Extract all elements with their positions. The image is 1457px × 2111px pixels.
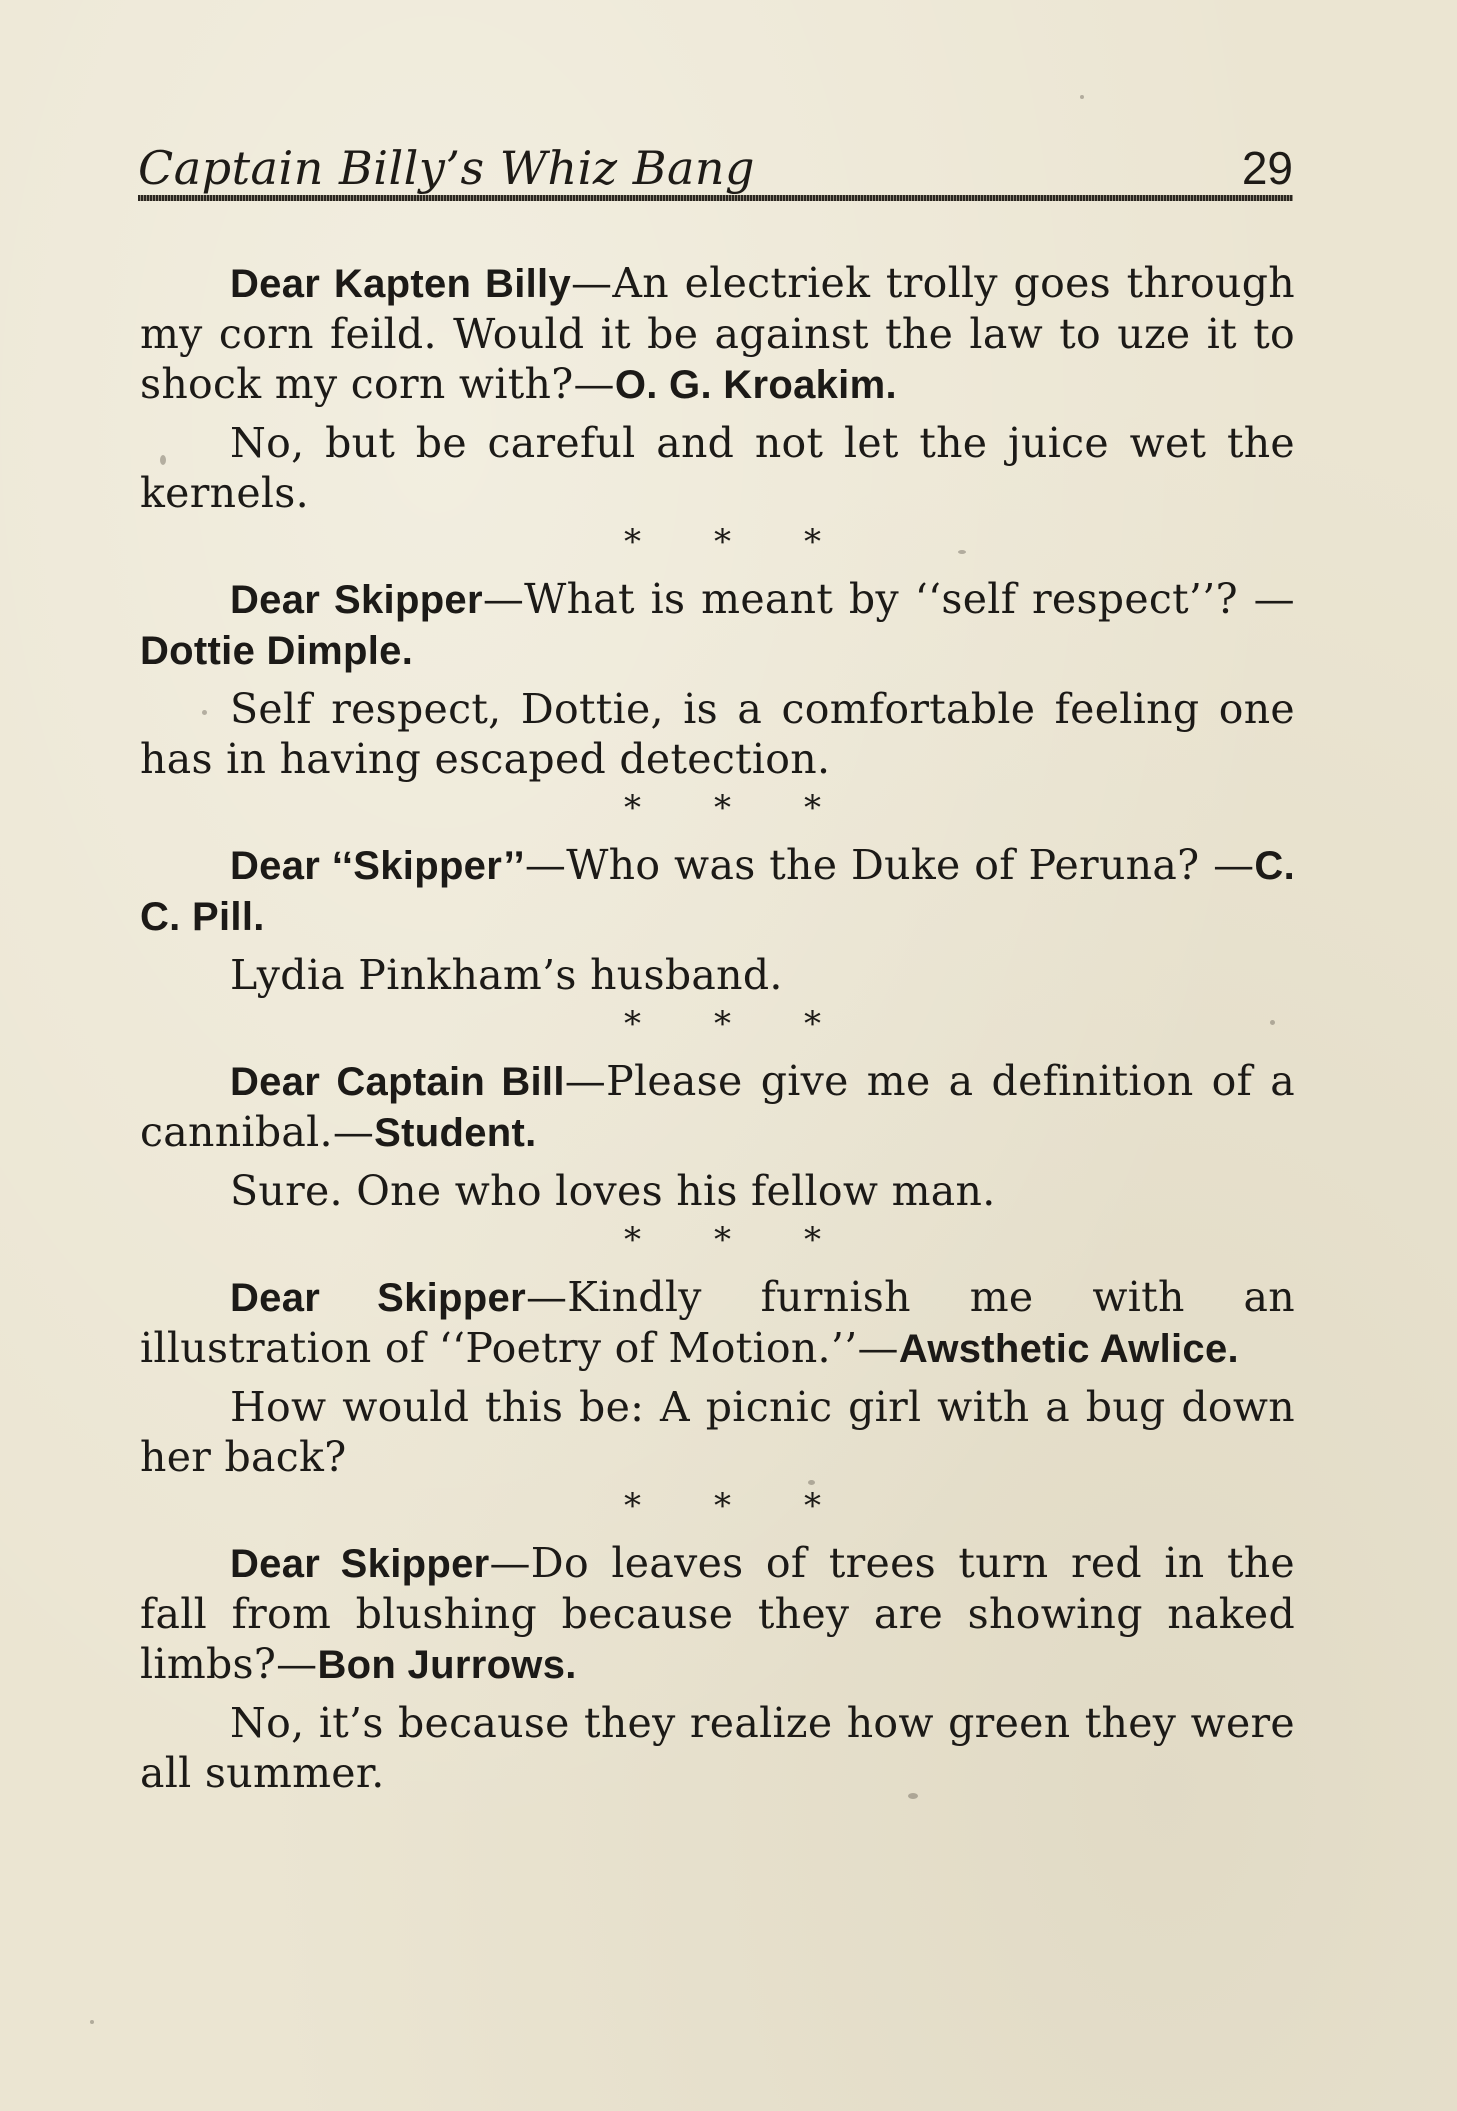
letter-entry xyxy=(140,258,1295,518)
question-text: —Do leaves of trees turn red in the fall from blushing because they are showing naked limbs?— xyxy=(140,1539,1295,1688)
signature: C. C. Pill. xyxy=(140,844,1295,939)
salutation: Dear Skipper xyxy=(230,1276,526,1320)
salutation: Dear Skipper xyxy=(230,1542,490,1586)
salutation: Dear ‘‘Skipper’’ xyxy=(230,844,525,888)
letter-question xyxy=(140,840,1295,942)
salutation: Dear Skipper xyxy=(230,578,483,622)
asterisk: * xyxy=(804,1004,821,1044)
paper-speck xyxy=(90,2020,94,2024)
letter-entry xyxy=(140,1538,1295,1798)
signature: O. G. Kroakim. xyxy=(614,363,897,407)
letter-answer: Sure. One who loves his fellow man. xyxy=(230,1167,996,1215)
page-header xyxy=(138,138,1293,198)
paper-speck xyxy=(1270,1020,1275,1025)
letter-entry xyxy=(140,1056,1295,1216)
letter-answer: How would this be: A picnic girl with a bug down her back? xyxy=(140,1383,1295,1481)
asterisk: * xyxy=(804,1220,821,1260)
paper-speck xyxy=(908,1793,918,1799)
salutation: Dear Captain Bill xyxy=(230,1060,565,1104)
asterisk: * xyxy=(624,1486,641,1526)
asterisk: * xyxy=(624,1004,641,1044)
letter-entry xyxy=(140,574,1295,784)
section-separator xyxy=(140,522,1295,562)
asterisk: * xyxy=(624,1220,641,1260)
paper-speck xyxy=(202,710,207,715)
asterisk: * xyxy=(804,522,821,562)
letter-question xyxy=(140,1272,1295,1374)
question-text: —Who was the Duke of Peruna? — xyxy=(524,841,1255,889)
signature: Dottie Dimple. xyxy=(140,629,414,673)
asterisk: * xyxy=(804,788,821,828)
asterisk: * xyxy=(624,788,641,828)
section-separator xyxy=(140,788,1295,828)
letter-entry xyxy=(140,1272,1295,1482)
letter-question xyxy=(140,1538,1295,1690)
header-rule xyxy=(138,195,1293,201)
question-text: —What is meant by ‘‘self respect’’? — xyxy=(482,575,1295,623)
question-text: —An electriek trolly goes through my corn feild. Would it be against the law to uze it to shock my corn with?— xyxy=(140,259,1295,408)
letter-question xyxy=(140,1056,1295,1158)
question-text: —Kindly furnish me with an illustration of ‘‘Poetry of Motion.’’— xyxy=(140,1273,1295,1372)
salutation: Dear Kapten Billy xyxy=(230,262,572,306)
letters-column xyxy=(140,258,1295,1798)
letter-answer: No, but be careful and not let the juice wet the kernels. xyxy=(140,419,1295,517)
letter-answer: Self respect, Dottie, is a comfortable feeling one has in having escaped detection. xyxy=(140,685,1295,783)
letter-question xyxy=(140,258,1295,410)
page-number: 29 xyxy=(1241,142,1293,194)
letter-answer: Lydia Pinkham’s husband. xyxy=(230,951,783,999)
paper-speck xyxy=(160,455,166,465)
running-title: Captain Billy’s Whiz Bang xyxy=(138,141,755,195)
letter-question xyxy=(140,574,1295,676)
signature: Awsthetic Awlice. xyxy=(898,1327,1239,1371)
signature: Bon Jurrows. xyxy=(317,1643,577,1687)
asterisk: * xyxy=(804,1486,821,1526)
question-text: —Please give me a definition of a cannibal.— xyxy=(140,1057,1295,1156)
asterisk: * xyxy=(624,522,641,562)
letter-answer: No, it’s because they realize how green they were all summer. xyxy=(140,1699,1295,1797)
section-separator xyxy=(140,1486,1295,1526)
section-separator xyxy=(140,1220,1295,1260)
asterisk: * xyxy=(714,522,731,562)
section-separator xyxy=(140,1004,1295,1044)
asterisk: * xyxy=(714,788,731,828)
letter-entry xyxy=(140,840,1295,1000)
asterisk: * xyxy=(714,1004,731,1044)
paper-speck xyxy=(808,1480,815,1485)
asterisk: * xyxy=(714,1486,731,1526)
paper-speck xyxy=(958,550,966,554)
paper-speck xyxy=(1080,95,1084,99)
signature: Student. xyxy=(374,1111,537,1155)
asterisk: * xyxy=(714,1220,731,1260)
